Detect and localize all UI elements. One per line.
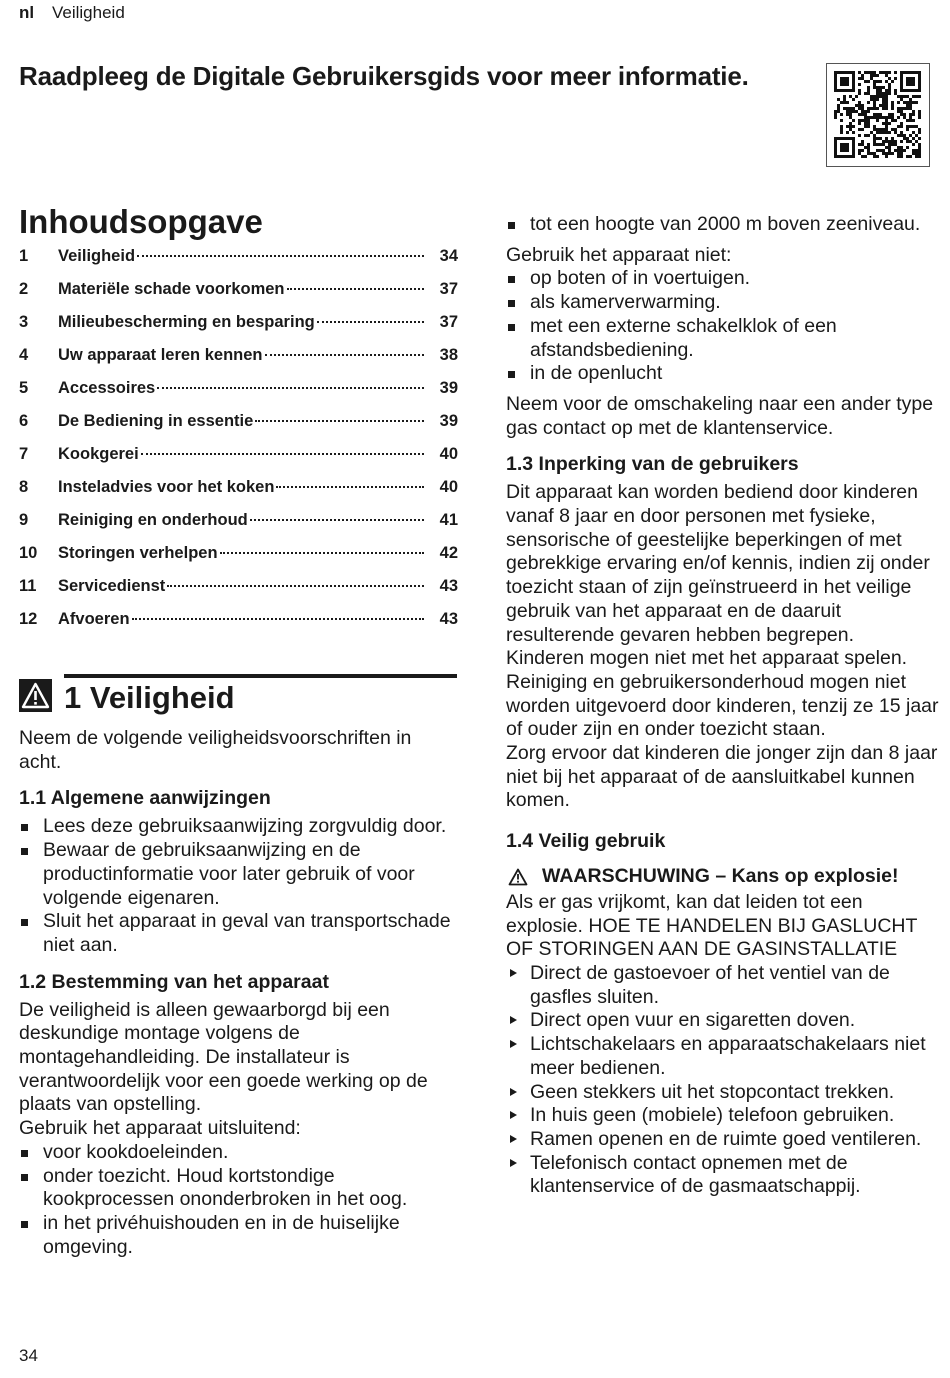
list-item: met een externe schakelklok of een afstandsbediening. (506, 315, 944, 362)
toc-entry-page: 37 (439, 313, 458, 331)
toc-entry-label: Veiligheid (58, 247, 136, 265)
list-item: in de openlucht (506, 362, 944, 386)
list-item: op boten of in voertuigen. (506, 267, 944, 291)
list-item: voor kookdoeleinden. (19, 1141, 457, 1165)
toc-entry-label: Accessoires (58, 379, 156, 397)
toc-entry-label: Servicedienst (58, 577, 166, 595)
toc-entry-number: 6 (19, 412, 29, 430)
toc-entry-label: Afvoeren (58, 610, 130, 628)
toc-entry-label: Milieubescherming en besparing (58, 313, 315, 331)
toc-entry-page: 34 (439, 247, 458, 265)
page-number: 34 (19, 1346, 38, 1365)
warning-triangle-icon (19, 679, 52, 712)
toc-entry-page: 41 (439, 511, 458, 529)
section-intro: Neem de volgende veiligheidsvoorschriften in acht. (19, 727, 412, 773)
toc-entry[interactable] (19, 610, 458, 643)
step-item: Lichtschakelaars en apparaatschakelaars niet meer bedienen. (506, 1033, 944, 1080)
toc-entry[interactable] (19, 247, 458, 280)
toc-entry-page: 37 (439, 280, 458, 298)
list-item: als kamerverwarming. (506, 291, 944, 315)
toc-dot-leader (157, 387, 424, 389)
toc-entry[interactable] (19, 280, 458, 313)
warning-title: WAARSCHUWING – Kans op explosie! (542, 865, 899, 888)
paragraph: Zorg ervoor dat kinderen die jonger zijn dan 8 jaar niet bij het apparaat of de aansluitkabel kunnen komen. (506, 742, 938, 812)
toc-entry-label: Materiële schade voorkomen (58, 280, 285, 298)
toc-entry-number: 11 (19, 577, 37, 595)
digital-guide-banner: Raadpleeg de Digitale Gebruikersgids voor meer informatie. (19, 61, 749, 91)
header-language: nl (19, 3, 35, 22)
toc-entry-page: 40 (439, 445, 458, 463)
toc-entry-number: 9 (19, 511, 29, 529)
warning-triangle-icon (508, 868, 528, 886)
toc-entry-page: 40 (439, 478, 458, 496)
step-item: Ramen openen en de ruimte goed ventileren. (506, 1128, 944, 1152)
list-item: Lees deze gebruiksaanwijzing zorgvuldig door. (19, 815, 457, 839)
toc-entry-page: 39 (439, 379, 458, 397)
toc-entry[interactable] (19, 445, 458, 478)
toc-entry[interactable] (19, 511, 458, 544)
gas-leak-steps (506, 962, 944, 1199)
step-item: Geen stekkers uit het stopcontact trekken. (506, 1081, 944, 1105)
toc-entry[interactable] (19, 379, 458, 412)
paragraph: Gebruik het apparaat uitsluitend: (19, 1117, 301, 1140)
list-item: onder toezicht. Houd kortstondige kookprocessen ononderbroken in het oog. (19, 1165, 457, 1212)
toc-entry-label: De Bediening in essentie (58, 412, 254, 430)
list-item: Sluit het apparaat in geval van transportschade niet aan. (19, 910, 457, 957)
toc-entry[interactable] (19, 412, 458, 445)
subsection-title: 1.2 Bestemming van het apparaat (19, 970, 329, 993)
toc-entry-number: 7 (19, 445, 29, 463)
intended-use-list (19, 1141, 457, 1260)
intended-use-list-continued (506, 213, 944, 237)
toc-entry-number: 10 (19, 544, 38, 562)
paragraph: Dit apparaat kan worden bediend door kinderen vanaf 8 jaar en door personen met fysieke, sensorische of geestelijke beperkingen of met gebrekkige ervaring en/of kennis, indien zij onder toezicht staan of zijn geïnstrueerd in het veilige gebruik van het apparaat en de daaruit resulterende gevaren hebben begrepen. (506, 481, 930, 646)
toc-entry[interactable] (19, 577, 458, 610)
toc-dot-leader (250, 519, 424, 521)
subsection-title: 1.3 Inperking van de gebruikers (506, 453, 799, 476)
toc-dot-leader (137, 255, 424, 257)
section-rule (64, 674, 457, 678)
list-item: in het privéhuishouden en in de huiselijke omgeving. (19, 1212, 457, 1259)
toc-entry-number: 8 (19, 478, 29, 496)
toc-dot-leader (220, 552, 424, 554)
toc-dot-leader (265, 354, 425, 356)
toc-entry-page: 42 (439, 544, 458, 562)
toc-entry-number: 3 (19, 313, 29, 331)
paragraph: Reiniging en gebruikersonderhoud mogen niet worden uitgevoerd door kinderen, tenzij ze 15 jaar of ouder zijn en onder toezicht staan. (506, 670, 939, 741)
step-item: In huis geen (mobiele) telefoon gebruiken. (506, 1104, 944, 1128)
toc-entry-label: Kookgerei (58, 445, 139, 463)
toc-dot-leader (141, 453, 424, 455)
toc-entry-page: 43 (439, 610, 458, 628)
toc-entry[interactable] (19, 544, 458, 577)
paragraph: Gebruik het apparaat niet: (506, 243, 732, 266)
toc-entry-number: 2 (19, 280, 29, 298)
toc-entry[interactable] (19, 346, 458, 379)
toc-entry-label: Storingen verhelpen (58, 544, 218, 562)
warning-text: Als er gas vrijkomt, kan dat leiden tot een explosie. HOE TE HANDELEN BIJ GASLUCHT OF STORINGEN AAN DE GASINSTALLATIE (506, 890, 918, 961)
header-section: Veiligheid (52, 3, 125, 22)
paragraph: Neem voor de omschakeling naar een ander type gas contact op met de klantenservice. (506, 392, 934, 439)
paragraph: Kinderen mogen niet met het apparaat spelen. (506, 647, 908, 670)
subsection-title: 1.4 Veilig gebruik (506, 830, 666, 853)
toc-entry-label: Uw apparaat leren kennen (58, 346, 263, 364)
not-allowed-use-list (506, 267, 944, 386)
toc-entry[interactable] (19, 313, 458, 346)
toc-entry-label: Insteladvies voor het koken (58, 478, 275, 496)
toc-dot-leader (132, 618, 424, 620)
toc-entry-page: 39 (439, 412, 458, 430)
toc-entry[interactable] (19, 478, 458, 511)
subsection-title: 1.1 Algemene aanwijzingen (19, 787, 271, 810)
left-column (19, 727, 457, 1259)
toc-dot-leader (317, 321, 424, 323)
toc-title: Inhoudsopgave (19, 203, 263, 240)
step-item: Direct de gastoevoer of het ventiel van de gasfles sluiten. (506, 962, 944, 1009)
toc-entry-number: 5 (19, 379, 29, 397)
toc-dot-leader (276, 486, 424, 488)
warning-heading (506, 865, 944, 889)
list-item: tot een hoogte van 2000 m boven zeeniveau. (506, 213, 944, 237)
toc-dot-leader (287, 288, 424, 290)
toc-dot-leader (255, 420, 424, 422)
section-title: 1 Veiligheid (64, 680, 235, 715)
paragraph: De veiligheid is alleen gewaarborgd bij een deskundige montage volgens de montagehandleiding. De installateur is verantwoordelijk voor een goede werking op de plaats van opstelling. (19, 998, 428, 1116)
general-instructions-list (19, 815, 457, 957)
toc-dot-leader (167, 585, 424, 587)
toc-list (19, 247, 458, 643)
toc-entry-number: 4 (19, 346, 29, 364)
list-item: Bewaar de gebruiksaanwijzing en de productinformatie voor later gebruik of voor volgende eigenaren. (19, 839, 457, 910)
toc-entry-label: Reiniging en onderhoud (58, 511, 248, 529)
toc-entry-number: 1 (19, 247, 29, 265)
toc-entry-page: 38 (439, 346, 458, 364)
step-item: Direct open vuur en sigaretten doven. (506, 1009, 944, 1033)
right-column (506, 213, 944, 1199)
qr-code-icon (826, 63, 930, 167)
toc-entry-page: 43 (439, 577, 458, 595)
step-item: Telefonisch contact opnemen met de klantenservice of de gasmaatschappij. (506, 1152, 944, 1199)
toc-entry-number: 12 (19, 610, 38, 628)
